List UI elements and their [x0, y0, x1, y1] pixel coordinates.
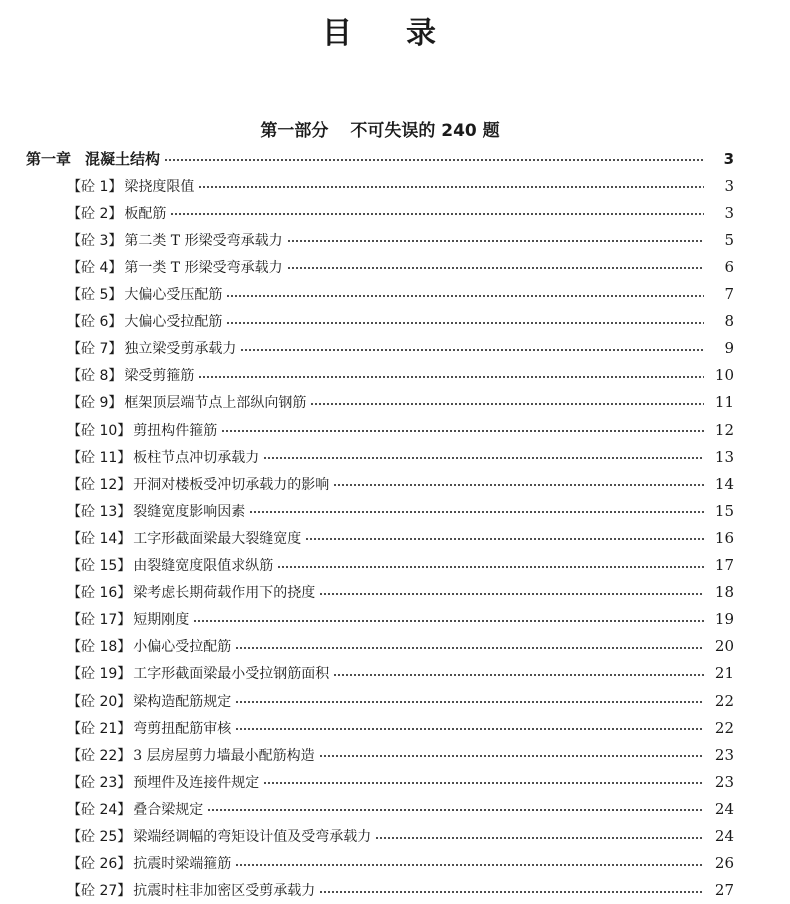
toc-item[interactable] — [67, 199, 734, 226]
item-title: 裂缝宽度影响因素 — [133, 503, 246, 520]
item-page-number: 27 — [714, 881, 734, 900]
item-title: 大偏心受压配筋 — [124, 287, 223, 303]
leader-dots — [375, 837, 704, 839]
title-char-2: 录 — [406, 16, 438, 51]
part-name: 不可失误的 240 题 — [350, 121, 500, 141]
item-page-number: 10 — [714, 366, 734, 385]
item-tag: 【砼 20】 — [67, 693, 132, 710]
leader-dots — [235, 701, 704, 703]
item-tag: 【砼 7】 — [67, 341, 123, 358]
item-tag: 【砼 26】 — [67, 856, 132, 873]
toc-item[interactable] — [67, 281, 734, 308]
chapter-page-number: 3 — [723, 149, 734, 168]
item-tag: 【砼 25】 — [67, 829, 132, 845]
leader-dots — [319, 593, 704, 595]
item-title: 板配筋 — [124, 205, 167, 222]
toc-item[interactable] — [67, 633, 734, 660]
item-page-number: 14 — [714, 474, 734, 493]
leader-dots — [170, 213, 704, 215]
toc-item[interactable] — [67, 470, 734, 497]
leader-dots — [319, 755, 704, 757]
toc-item[interactable] — [67, 877, 734, 904]
item-tag: 【砼 24】 — [67, 801, 132, 818]
leader-dots — [221, 430, 704, 432]
item-tag: 【砼 13】 — [67, 503, 132, 520]
item-page-number: 23 — [714, 772, 734, 791]
leader-dots — [198, 186, 704, 188]
item-page-number: 20 — [714, 637, 734, 656]
toc-chapter-entry[interactable] — [26, 145, 734, 172]
item-page-number: 23 — [714, 745, 734, 764]
item-page-number: 16 — [714, 528, 734, 547]
item-tag: 【砼 5】 — [67, 287, 123, 303]
leader-dots — [263, 457, 704, 459]
item-page-number: 17 — [714, 556, 734, 574]
item-title: 梁挠度限值 — [124, 178, 195, 195]
item-title: 叠合梁规定 — [133, 801, 204, 818]
leader-dots — [235, 728, 704, 730]
item-title: 剪扭构件箍筋 — [133, 422, 218, 439]
item-tag: 【砼 11】 — [67, 449, 132, 466]
leader-dots — [240, 349, 704, 351]
leader-dots — [287, 240, 704, 242]
item-page-number: 12 — [714, 420, 734, 439]
toc-item[interactable] — [67, 389, 734, 416]
item-tag: 【砼 12】 — [67, 476, 132, 493]
toc-item[interactable] — [67, 768, 734, 795]
item-title: 工字形截面梁最小受拉钢筋面积 — [133, 666, 330, 683]
item-page-number: 21 — [714, 664, 734, 683]
item-tag: 【砼 3】 — [67, 232, 123, 249]
leader-dots — [333, 674, 704, 676]
leader-dots — [263, 782, 704, 784]
item-tag: 【砼 16】 — [67, 585, 132, 602]
item-title: 小偏心受拉配筋 — [133, 639, 232, 656]
leader-dots — [193, 620, 704, 622]
toc-item[interactable] — [67, 253, 734, 280]
item-page-number: 24 — [714, 799, 734, 818]
item-page-number: 13 — [714, 447, 734, 466]
title-char-1: 目 — [322, 16, 354, 51]
toc-item[interactable] — [67, 823, 734, 850]
toc-item[interactable] — [67, 850, 734, 877]
item-tag: 【砼 18】 — [67, 639, 132, 656]
toc-item[interactable] — [67, 579, 734, 606]
toc-item[interactable] — [67, 552, 734, 579]
toc-item[interactable] — [67, 443, 734, 470]
item-title: 梁受剪箍筋 — [124, 368, 195, 385]
item-tag: 【砼 22】 — [67, 747, 132, 764]
item-title: 梁考虑长期荷载作用下的挠度 — [133, 585, 316, 602]
toc-item[interactable] — [67, 362, 734, 389]
item-title: 开洞对楼板受冲切承载力的影响 — [133, 476, 330, 493]
item-page-number: 19 — [714, 610, 734, 629]
item-tag: 【砼 19】 — [67, 666, 132, 683]
item-title: 第一类 T 形梁受弯承载力 — [124, 259, 283, 276]
item-title: 独立梁受剪承载力 — [124, 341, 237, 358]
item-tag: 【砼 23】 — [67, 774, 132, 791]
item-title: 梁构造配筋规定 — [133, 693, 232, 710]
chapter-name: 混凝土结构 — [85, 150, 161, 168]
leader-dots — [333, 484, 704, 486]
item-title: 大偏心受拉配筋 — [124, 314, 223, 331]
item-tag: 【砼 21】 — [67, 720, 132, 737]
toc-item[interactable] — [67, 226, 734, 253]
toc-item[interactable] — [67, 335, 734, 362]
item-page-number: 8 — [724, 312, 734, 331]
toc-item[interactable] — [67, 795, 734, 822]
toc-item[interactable] — [67, 524, 734, 551]
item-tag: 【砼 17】 — [67, 612, 132, 629]
item-page-number: 22 — [714, 691, 734, 710]
item-title: 弯剪扭配筋审核 — [133, 720, 232, 737]
toc-item[interactable] — [67, 497, 734, 524]
item-tag: 【砼 14】 — [67, 530, 132, 547]
item-title: 工字形截面梁最大裂缝宽度 — [133, 530, 302, 547]
part-heading — [0, 118, 760, 144]
toc-item[interactable] — [67, 741, 734, 768]
toc-item[interactable] — [67, 172, 734, 199]
item-title: 预埋件及连接件规定 — [133, 774, 260, 791]
item-page-number: 3 — [724, 176, 734, 195]
leader-dots — [207, 809, 704, 811]
item-page-number: 7 — [724, 285, 734, 303]
item-title: 抗震时柱非加密区受剪承载力 — [133, 883, 316, 900]
item-tag: 【砼 1】 — [67, 178, 123, 195]
item-tag: 【砼 2】 — [67, 205, 123, 222]
item-title: 3 层房屋剪力墙最小配筋构造 — [133, 747, 315, 764]
item-tag: 【砼 15】 — [67, 558, 132, 574]
item-page-number: 15 — [714, 501, 734, 520]
item-page-number: 26 — [714, 854, 734, 873]
item-title: 框架顶层端节点上部纵向钢筋 — [124, 395, 307, 412]
item-tag: 【砼 27】 — [67, 883, 132, 900]
leader-dots — [235, 864, 704, 866]
item-page-number: 22 — [714, 718, 734, 737]
toc-item[interactable] — [67, 416, 734, 443]
item-page-number: 18 — [714, 583, 734, 602]
leader-dots — [305, 538, 704, 540]
leader-dots — [277, 566, 704, 568]
toc-item[interactable] — [67, 308, 734, 335]
toc-item[interactable] — [67, 687, 734, 714]
item-title: 板柱节点冲切承载力 — [133, 449, 260, 466]
item-tag: 【砼 8】 — [67, 368, 123, 385]
item-page-number: 11 — [714, 393, 734, 412]
item-title: 由裂缝宽度限值求纵筋 — [133, 558, 274, 574]
item-title: 第二类 T 形梁受弯承载力 — [124, 232, 283, 249]
leader-dots — [249, 511, 704, 513]
item-tag: 【砼 10】 — [67, 422, 132, 439]
item-tag: 【砼 6】 — [67, 314, 123, 331]
item-page-number: 3 — [724, 203, 734, 222]
leader-dots — [287, 267, 704, 269]
item-title: 抗震时梁端箍筋 — [133, 856, 232, 873]
item-page-number: 6 — [724, 257, 734, 276]
page-title — [0, 14, 760, 54]
item-page-number: 9 — [724, 339, 734, 358]
item-tag: 【砼 9】 — [67, 395, 123, 412]
toc-item[interactable] — [67, 660, 734, 687]
chapter-number: 第一章 — [26, 150, 72, 168]
leader-dots — [198, 376, 704, 378]
toc-item[interactable] — [67, 714, 734, 741]
leader-dots — [235, 647, 704, 649]
item-title: 梁端经调幅的弯矩设计值及受弯承载力 — [133, 829, 372, 845]
item-page-number: 24 — [714, 827, 734, 845]
leader-dots — [226, 295, 704, 297]
item-page-number: 5 — [724, 230, 734, 249]
item-title: 短期刚度 — [133, 612, 190, 629]
toc-item[interactable] — [67, 606, 734, 633]
leader-dots — [164, 159, 704, 161]
leader-dots — [226, 322, 704, 324]
part-number: 第一部分 — [260, 121, 329, 141]
leader-dots — [310, 403, 704, 405]
item-tag: 【砼 4】 — [67, 259, 123, 276]
